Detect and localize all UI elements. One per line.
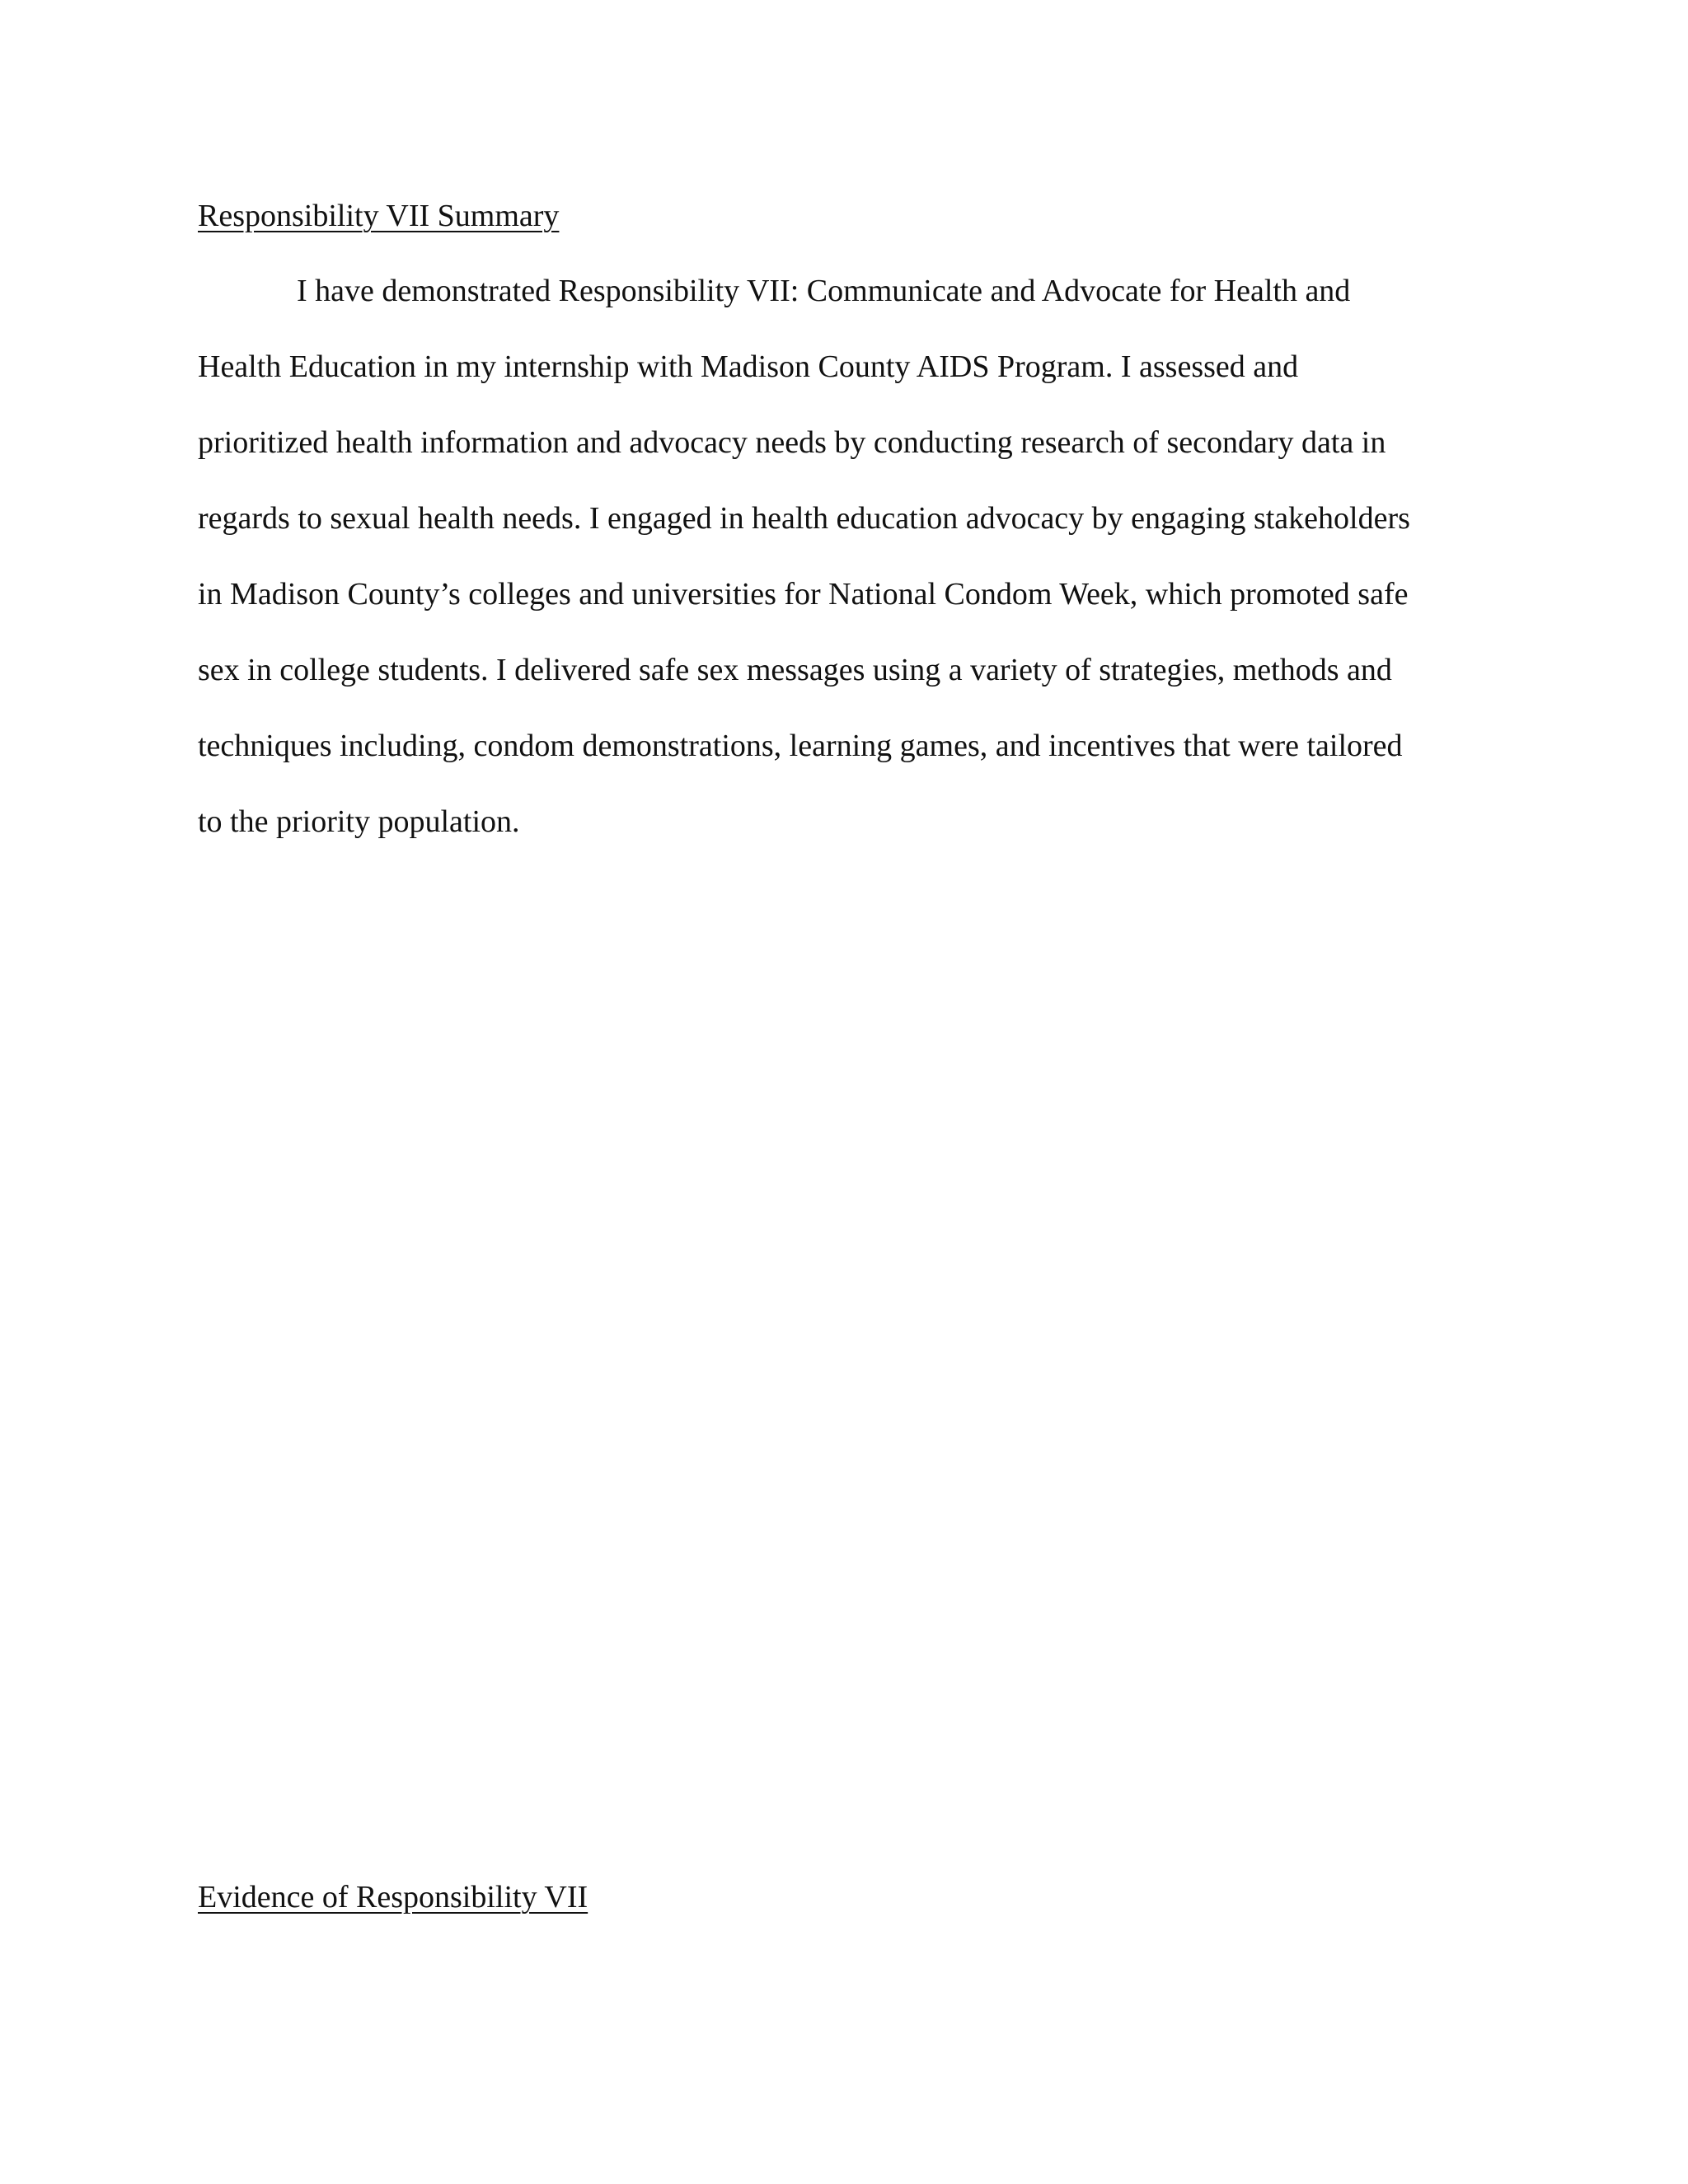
paragraph-line: techniques including, condom demonstrations, learning games, and incentives that were tailored <box>198 729 1403 763</box>
summary-paragraph <box>198 272 1484 879</box>
evidence-heading: Evidence of Responsibility VII <box>198 1880 588 1915</box>
paragraph-line: I have demonstrated Responsibility VII: Communicate and Advocate for Health and <box>297 274 1351 308</box>
paragraph-line: regards to sexual health needs. I engaged in health education advocacy by engaging stakeholders <box>198 501 1410 536</box>
paragraph-line: in Madison County’s colleges and universities for National Condom Week, which promoted safe <box>198 577 1409 612</box>
summary-heading: Responsibility VII Summary <box>198 199 560 233</box>
paragraph-line: Health Education in my internship with Madison County AIDS Program. I assessed and <box>198 349 1299 384</box>
paragraph-line: to the priority population. <box>198 804 520 839</box>
paragraph-line: prioritized health information and advocacy needs by conducting research of secondary data in <box>198 425 1386 460</box>
paragraph-line: sex in college students. I delivered safe sex messages using a variety of strategies, methods and <box>198 653 1392 687</box>
